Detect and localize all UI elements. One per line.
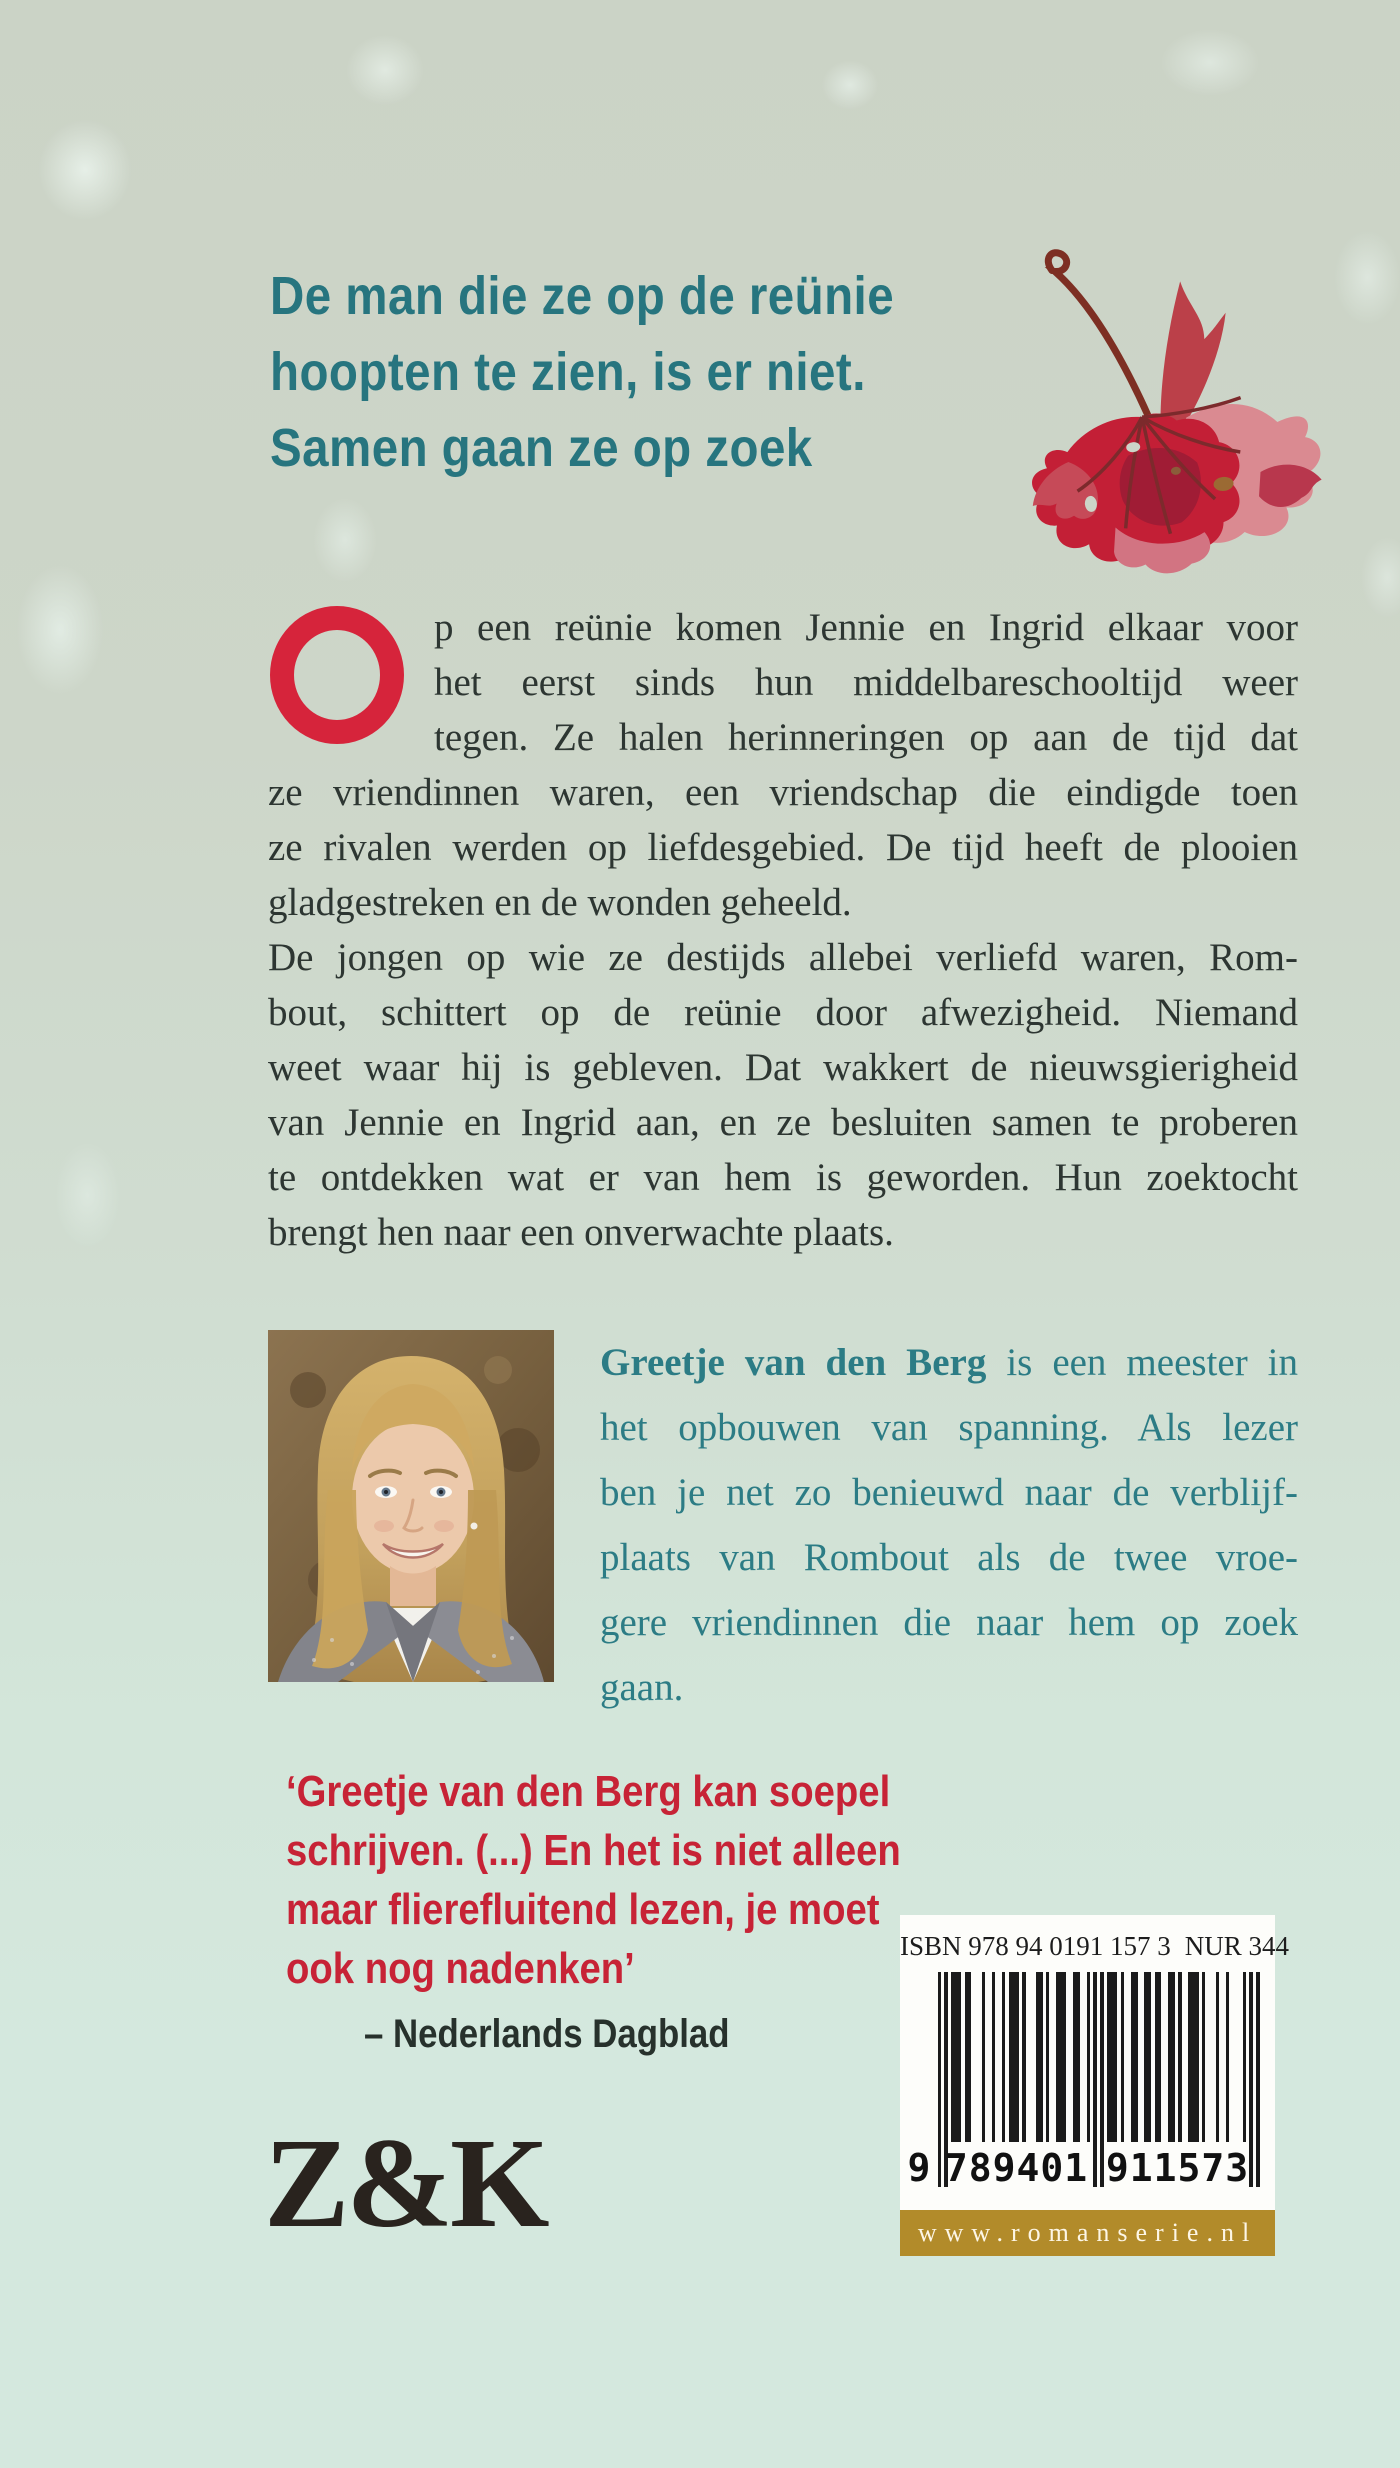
synopsis-line: De jongen op wie ze destijds allebei verliefd waren, Rom-	[268, 936, 1298, 979]
isbn-number: ISBN 978 94 0191 157 3	[900, 1931, 1171, 1961]
synopsis-line: bout, schittert op de reünie door afwezigheid. Niemand	[268, 991, 1298, 1034]
author-bio-line: plaats van Rombout als de twee vroe-	[600, 1536, 1298, 1579]
website-bar	[900, 2210, 1275, 2256]
quote-attribution: – Nederlands Dagblad	[364, 2012, 730, 2056]
tagline-line: De man die ze op de reünie	[270, 266, 895, 326]
tagline-line: Samen gaan ze op zoek	[270, 418, 813, 478]
synopsis-lines-beside-cap	[434, 600, 1298, 765]
nur-code: NUR 344	[1184, 1931, 1290, 1961]
author-bio-line: het opbouwen van spanning. Als lezer	[600, 1406, 1298, 1449]
author-section	[268, 1330, 1298, 1720]
quote-line: ook nog nadenken’	[286, 1944, 635, 1993]
quote-line: maar flierefluitend lezen, je moet	[286, 1885, 880, 1934]
press-quote	[286, 1762, 926, 2062]
barcode-digit-group: 911573	[1105, 2146, 1250, 2190]
synopsis-line: p een reünie komen Jennie en Ingrid elkaar voor	[434, 606, 1298, 649]
synopsis-opening	[268, 600, 1298, 765]
author-bio-line	[600, 1330, 1298, 1395]
barcode-digit-group: 789401	[944, 2146, 1089, 2190]
synopsis-line: weet waar hij is gebleven. Dat wakkert de nieuwsgierigheid	[268, 1046, 1298, 1089]
barcode-digits	[908, 2146, 1268, 2190]
earring	[471, 1523, 478, 1530]
author-photo	[268, 1330, 554, 1682]
author-bio-line: gaan.	[600, 1666, 684, 1709]
isbn-line	[900, 1931, 1290, 1962]
quote-line: ‘Greetje van den Berg kan soepel	[286, 1767, 891, 1816]
synopsis-line: van Jennie en Ingrid aan, en ze besluiten samen te proberen	[268, 1101, 1298, 1144]
synopsis-line: te ontdekken wat er van hem is geworden. Hun zoektocht	[268, 1156, 1298, 1199]
barcode-digit-group: 9	[907, 2146, 932, 2190]
publisher-logo-zk: Z&K	[264, 2112, 547, 2254]
author-bio-line: ben je net zo benieuwd naar de verblijf-	[600, 1471, 1298, 1514]
synopsis-line: brengt hen naar een onverwachte plaats.	[268, 1211, 894, 1254]
synopsis-line: tegen. Ze halen herinneringen op aan de tijd dat	[434, 716, 1298, 759]
synopsis-line: ze rivalen werden op liefdesgebied. De tijd heeft de plooien	[268, 826, 1298, 869]
autumn-leaf-image	[930, 150, 1340, 580]
synopsis	[268, 600, 1298, 1260]
quote-line: schrijven. (...) En het is niet alleen	[286, 1826, 901, 1875]
website-url: www.romanserie.nl	[917, 2218, 1258, 2247]
isbn-panel	[900, 1915, 1290, 2210]
author-name: Greetje van den Berg	[600, 1341, 987, 1384]
ean-barcode	[908, 1972, 1268, 2190]
drop-cap-o	[268, 606, 406, 744]
author-bio	[600, 1330, 1298, 1720]
synopsis-line: gladgestreken en de wonden geheeld.	[268, 881, 852, 924]
tagline-line: hoopten te zien, is er niet.	[270, 342, 866, 402]
leaf-stem	[1048, 253, 1148, 416]
tagline	[270, 258, 979, 486]
synopsis-line: ze vriendinnen waren, een vriendschap die eindigde toen	[268, 771, 1298, 814]
author-bio-line: gere vriendinnen die naar hem op zoek	[600, 1601, 1298, 1644]
author-bio-text: is een meester in	[986, 1341, 1299, 1384]
synopsis-line: het eerst sinds hun middelbareschooltijd weer	[434, 661, 1298, 704]
